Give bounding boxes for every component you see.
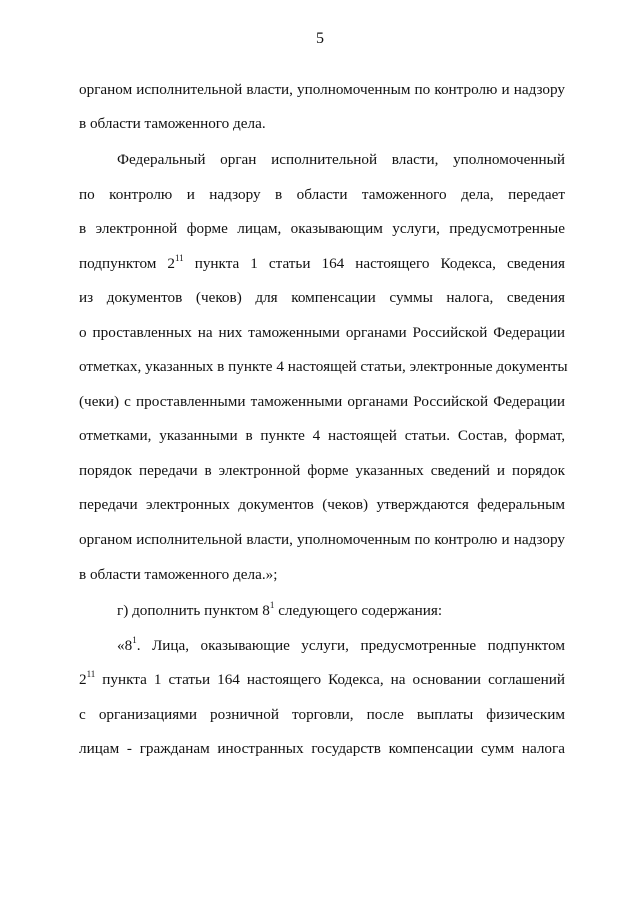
superscript: 11 [86, 668, 96, 679]
text-span: подпунктом $2^{11}$ [79, 252, 184, 272]
text-span: органом исполнительной власти, уполномоченным по контролю и надзору [79, 531, 565, 548]
text-span: Федеральный орган исполнительной власти, уполномоченный [117, 151, 565, 168]
text-span: с организациями розничной торговли, после выплаты физическим [79, 706, 565, 723]
text-line [79, 392, 565, 412]
paragraph-first-line [117, 601, 565, 621]
text-line [79, 80, 565, 100]
text-span: по контролю и надзору в области таможенного дела, передает [79, 186, 565, 203]
text-span: пункта 1 статьи 164 настоящего Кодекса, сведения [194, 255, 566, 272]
text-span: органом исполнительной власти, уполномоченным по контролю и надзору [79, 81, 565, 98]
text-line [79, 219, 565, 239]
superscript: 11 [175, 252, 184, 263]
text-span: «$8^1$. Лица, оказывающие услуги, предусмотренные подпунктом [117, 634, 565, 654]
text-span: лицам - гражданам иностранных государств компенсации сумм налога [79, 740, 565, 757]
text-line [79, 705, 565, 725]
text-span: $2^{11}$ пункта 1 статьи 164 настоящего Кодекса, на основании соглашений [79, 668, 565, 688]
page-number: 5 [316, 30, 324, 47]
text-span: следующего содержания: [274, 602, 443, 619]
text-line [79, 426, 565, 446]
text-span: в области таможенного дела.»; [79, 566, 278, 583]
text-line [79, 530, 565, 550]
text-span: г) дополнить пунктом 8 [117, 602, 270, 619]
text-span: порядок передачи в электронной форме указанных сведений и порядок [79, 462, 565, 479]
text-span: о проставленных на них таможенными органами Российской Федерации [79, 324, 565, 341]
text-line [79, 185, 565, 205]
text-line [79, 670, 565, 690]
text-line [79, 739, 565, 759]
text-span: отметками, указанными в пункте 4 настоящей статьи. Состав, формат, [79, 427, 565, 444]
text-span: в электронной форме лицам, оказывающим услуги, предусмотренные [79, 220, 565, 237]
paragraph-first-line [117, 636, 565, 656]
superscript: 1 [269, 599, 275, 610]
paragraph-first-line [117, 150, 565, 170]
superscript: 1 [132, 634, 137, 645]
text-span: из документов (чеков) для компенсации суммы налога, сведения [79, 289, 565, 306]
text-span: отметках, указанных в пункте 4 настоящей статьи, электронные документы [79, 358, 568, 375]
text-line [79, 254, 565, 274]
text-line [79, 495, 565, 515]
text-span: (чеки) с проставленными таможенными органами Российской Федерации [79, 393, 565, 410]
text-span: передачи электронных документов (чеков) утверждаются федеральным [79, 496, 565, 513]
text-line [79, 288, 565, 308]
text-line [79, 357, 568, 377]
text-line [79, 565, 565, 585]
text-line [79, 461, 565, 481]
text-line [79, 114, 565, 134]
text-line [79, 323, 565, 343]
text-span: в области таможенного дела. [79, 115, 266, 132]
